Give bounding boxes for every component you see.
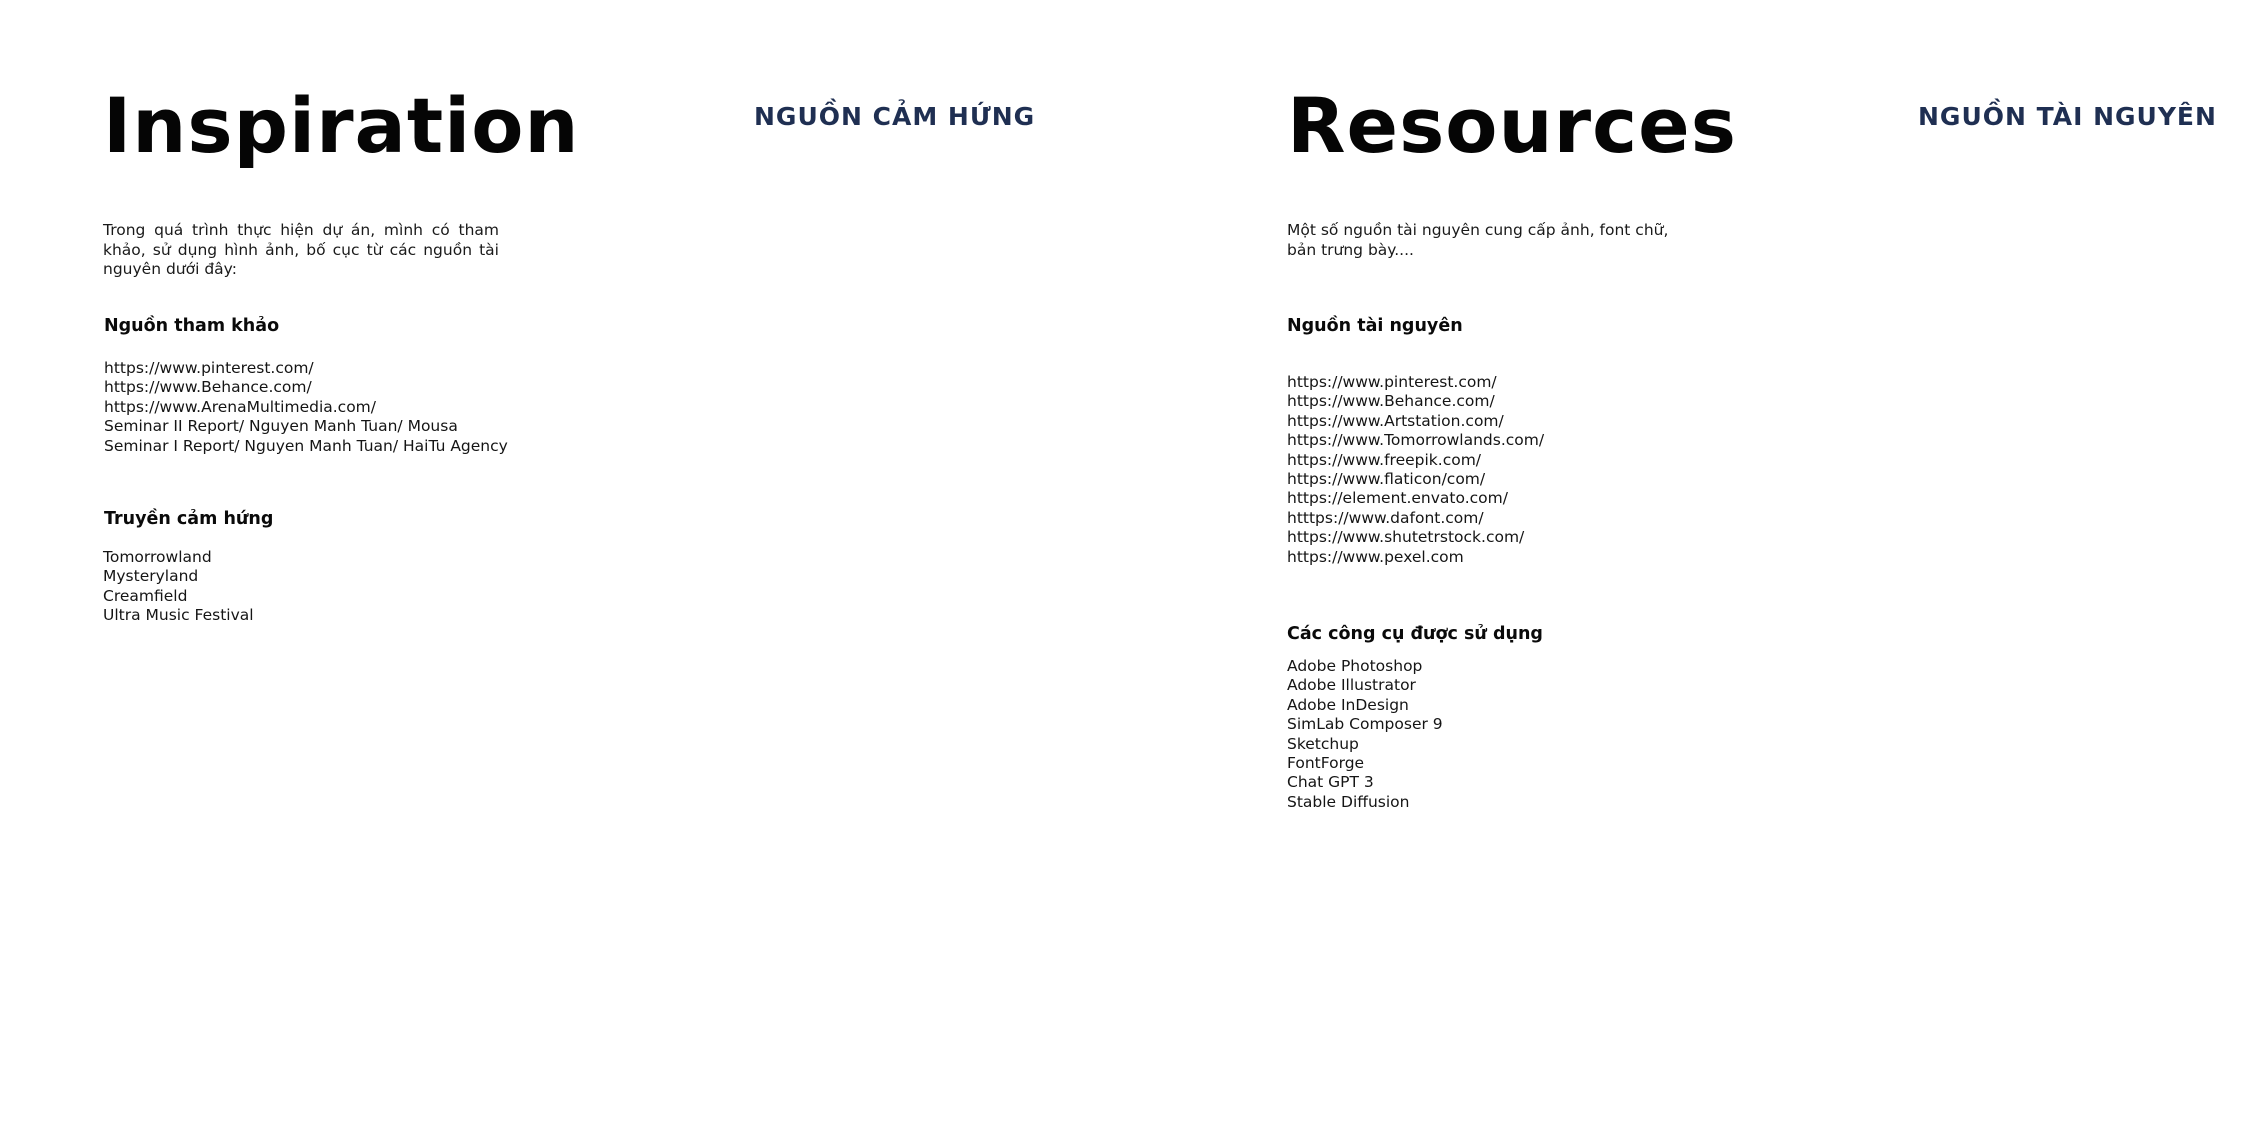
inspiration-page bbox=[0, 0, 1133, 1133]
inspire-list bbox=[103, 548, 254, 626]
source-item: https://www.Tomorrowlands.com/ bbox=[1287, 431, 1545, 450]
tools-list bbox=[1287, 657, 1443, 812]
inspiration-tag: NGUỒN CẢM HỨNG bbox=[754, 102, 1036, 131]
tool-item: Stable Diffusion bbox=[1287, 792, 1410, 811]
tool-item: Adobe InDesign bbox=[1287, 695, 1409, 714]
inspiration-intro: Trong quá trình thực hiện dự án, mình có tham khảo, sử dụng hình ảnh, bố cục từ các nguồn tài nguyên dưới đây: bbox=[103, 221, 499, 278]
inspire-item: Tomorrowland bbox=[103, 548, 212, 566]
source-list bbox=[1287, 373, 1544, 567]
tool-item: Adobe Photoshop bbox=[1287, 657, 1423, 675]
resources-intro: Một số nguồn tài nguyên cung cấp ảnh, font chữ, bản trưng bày.... bbox=[1287, 221, 1669, 259]
inspire-item: Creamfield bbox=[103, 586, 188, 605]
reference-item: Seminar II Report/ Nguyen Manh Tuan/ Mousa bbox=[104, 417, 458, 436]
tool-item: SimLab Composer 9 bbox=[1287, 715, 1443, 734]
reference-heading: Nguồn tham khảo bbox=[104, 316, 280, 336]
tool-item: FontForge bbox=[1287, 754, 1365, 773]
source-item: htttps://www.dafont.com/ bbox=[1287, 508, 1484, 527]
inspire-item: Mysteryland bbox=[103, 567, 199, 586]
source-item: https://www.Artstation.com/ bbox=[1287, 411, 1504, 430]
source-item: https://www.shutetrstock.com/ bbox=[1287, 528, 1525, 547]
source-item: https://element.envato.com/ bbox=[1287, 489, 1508, 508]
reference-item: https://www.ArenaMultimedia.com/ bbox=[104, 397, 377, 416]
reference-item: Seminar I Report/ Nguyen Manh Tuan/ HaiTu Agency bbox=[104, 436, 508, 455]
tool-item: Sketchup bbox=[1287, 734, 1359, 753]
inspire-item: Ultra Music Festival bbox=[103, 606, 254, 625]
inspire-heading: Truyền cảm hứng bbox=[104, 509, 274, 529]
reference-item: https://www.pinterest.com/ bbox=[104, 359, 314, 377]
source-item: https://www.pinterest.com/ bbox=[1287, 373, 1497, 391]
source-item: https://www.pexel.com bbox=[1287, 547, 1464, 566]
resources-tag: NGUỒN TÀI NGUYÊN bbox=[1918, 102, 2217, 131]
tool-item: Adobe Illustrator bbox=[1287, 676, 1416, 695]
source-item: https://www.freepik.com/ bbox=[1287, 450, 1482, 469]
reference-item: https://www.Behance.com/ bbox=[104, 378, 312, 397]
tools-heading: Các công cụ được sử dụng bbox=[1287, 624, 1543, 644]
source-item: https://www.flaticon/com/ bbox=[1287, 470, 1486, 489]
source-item: https://www.Behance.com/ bbox=[1287, 392, 1495, 411]
tool-item: Chat GPT 3 bbox=[1287, 773, 1374, 792]
resources-title: Resources bbox=[1287, 81, 1737, 170]
resources-page bbox=[1133, 0, 2267, 1133]
reference-list bbox=[104, 359, 508, 456]
source-heading: Nguồn tài nguyên bbox=[1287, 316, 1463, 336]
inspiration-title: Inspiration bbox=[103, 81, 580, 170]
